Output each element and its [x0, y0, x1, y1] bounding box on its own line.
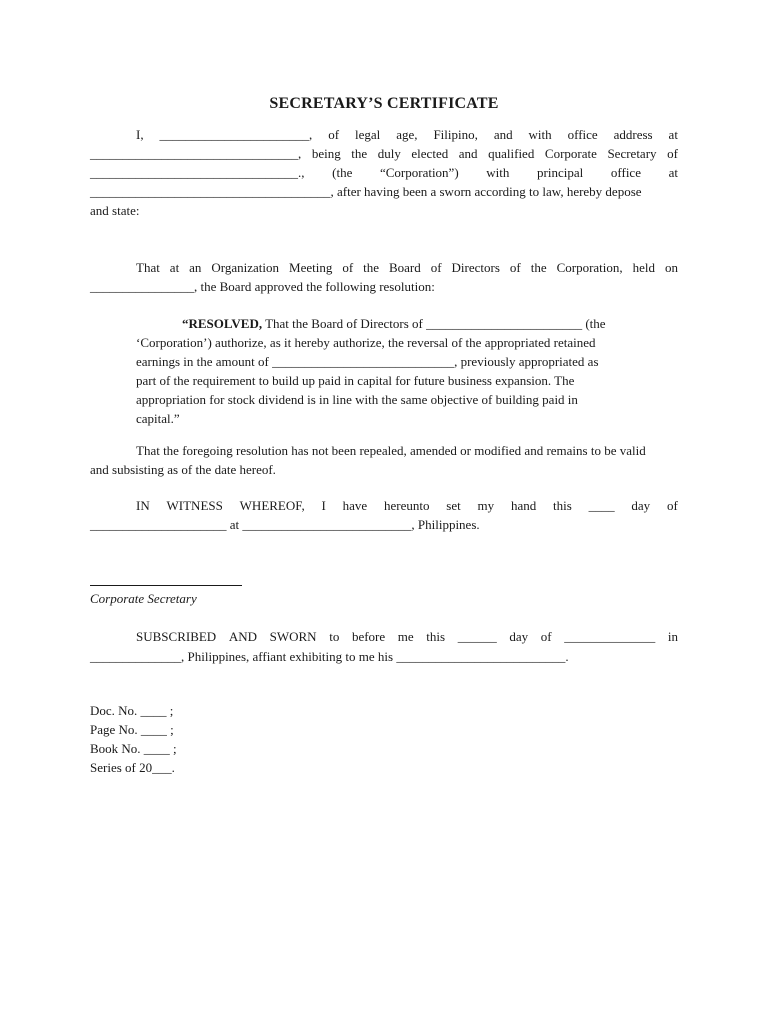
word: legal	[355, 127, 381, 142]
word: (the	[332, 165, 353, 180]
resolution-line-6: capital.”	[136, 411, 180, 426]
word: with	[528, 127, 552, 142]
word: IN	[136, 498, 150, 513]
word: me	[397, 629, 414, 644]
witness-line-1	[136, 496, 678, 515]
word: Directors	[451, 260, 500, 275]
word: Corporation,	[556, 260, 623, 275]
word: held	[632, 260, 655, 275]
resolution-line-3: earnings in the amount of ____________________________, previously appropriated as	[136, 354, 599, 369]
word: I,	[136, 127, 144, 142]
word: duly	[377, 146, 401, 161]
series-of: Series of 20___.	[90, 760, 175, 775]
word: of	[342, 260, 354, 275]
word: Filipino,	[433, 127, 478, 142]
word: elected	[411, 146, 449, 161]
word: this	[426, 629, 446, 644]
doc-no: Doc. No. ____ ;	[90, 703, 174, 718]
word: Meeting	[289, 260, 333, 275]
word: of	[667, 146, 678, 161]
word: at	[169, 260, 180, 275]
word: address	[613, 127, 653, 142]
word: of	[540, 629, 552, 644]
signature-line	[90, 585, 242, 586]
word: qualified	[488, 146, 535, 161]
word: with	[486, 165, 510, 180]
word: ________________________________,	[90, 146, 302, 161]
resolution-line-4: part of the requirement to build up paid in capital for future business expansion. The	[136, 373, 575, 388]
resolution-line-1-rest: That the Board of Directors of ________________________ (the	[262, 316, 606, 331]
word: Secretary	[607, 146, 657, 161]
word: of	[666, 498, 678, 513]
document-title: SECRETARY’S CERTIFICATE	[269, 95, 499, 112]
word: and	[493, 127, 513, 142]
resolution-line-1	[182, 314, 606, 333]
page-no: Page No. ____ ;	[90, 722, 174, 737]
word: day	[509, 629, 529, 644]
word: of	[430, 260, 442, 275]
resolved-lead: “RESOLVED,	[182, 316, 263, 331]
word: and	[458, 146, 478, 161]
word: before	[351, 629, 386, 644]
intro-line-5: and state:	[90, 203, 140, 218]
intro-line-2	[90, 144, 678, 163]
word: the	[351, 146, 368, 161]
word: have	[342, 498, 368, 513]
resolution-line-5: appropriation for stock dividend is in line with the same objective of building paid in	[136, 392, 578, 407]
word: “Corporation”)	[379, 165, 459, 180]
resolution-line-2: ‘Corporation’) authorize, as it hereby authorize, the reversal of the appropriated retained	[136, 335, 596, 350]
word: office	[610, 165, 641, 180]
word: on	[664, 260, 678, 275]
word: of	[509, 260, 521, 275]
subscribed-line-1	[136, 627, 678, 646]
meeting-line-1	[136, 258, 678, 277]
book-no: Book No. ____ ;	[90, 741, 177, 756]
word: hand	[510, 498, 537, 513]
word: of	[328, 127, 340, 142]
word: principal	[537, 165, 584, 180]
subscribed-line-2: ______________, Philippines, affiant exhibiting to me his __________________________.	[90, 649, 569, 664]
word: age,	[396, 127, 418, 142]
word: this	[553, 498, 572, 513]
word: an	[189, 260, 202, 275]
word: hereunto	[383, 498, 430, 513]
word: the	[530, 260, 547, 275]
word: ________________________________.,	[90, 165, 305, 180]
word: in	[667, 629, 678, 644]
word: to	[329, 629, 340, 644]
word: Corporate	[544, 146, 597, 161]
word: ______	[457, 629, 497, 644]
foregoing-line-1: That the foregoing resolution has not been repealed, amended or modified and remains to be valid	[136, 443, 646, 458]
word: day	[631, 498, 651, 513]
word: being	[311, 146, 341, 161]
word: ______________	[564, 629, 656, 644]
word: my	[477, 498, 495, 513]
word: Organization	[211, 260, 280, 275]
word: WHEREOF,	[239, 498, 305, 513]
word: _______________________,	[159, 127, 313, 142]
word: office	[567, 127, 598, 142]
word: That	[136, 260, 160, 275]
word: I	[321, 498, 326, 513]
intro-line-1	[136, 125, 678, 144]
signature-label: Corporate Secretary	[90, 591, 197, 606]
word: SUBSCRIBED	[136, 629, 217, 644]
word: SWORN	[269, 629, 317, 644]
meeting-line-2: ________________, the Board approved the following resolution:	[90, 279, 435, 294]
word: Board	[388, 260, 421, 275]
intro-line-4: _____________________________________, after having been a sworn according to law, hereby depose	[90, 184, 642, 199]
word: ____	[588, 498, 615, 513]
word: at	[668, 127, 678, 142]
witness-line-2: _____________________ at __________________________, Philippines.	[90, 517, 480, 532]
word: WITNESS	[166, 498, 223, 513]
word: the	[363, 260, 380, 275]
word: at	[668, 165, 678, 180]
word: AND	[228, 629, 257, 644]
intro-line-3	[90, 163, 678, 182]
word: set	[446, 498, 461, 513]
foregoing-line-2: and subsisting as of the date hereof.	[90, 462, 276, 477]
